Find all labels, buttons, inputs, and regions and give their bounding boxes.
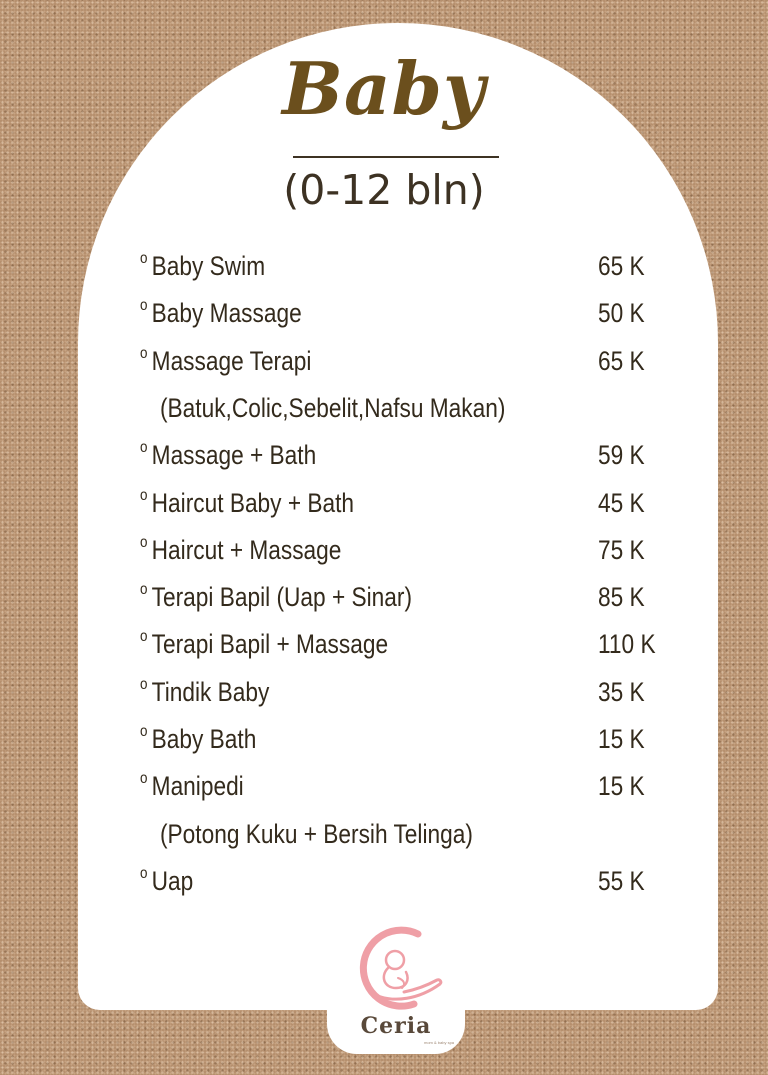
service-name: Baby Bath [151,724,257,754]
service-price: 45 K [598,487,645,518]
bullet-marker: o [140,675,148,693]
menu-item [140,341,311,381]
service-name: Manipedi [151,771,244,802]
menu-item [140,246,265,286]
menu-item [140,672,269,712]
service-name: Haircut + Massage [151,534,342,565]
service-price: 65 K [598,345,645,376]
service-name: Terapi Bapil + Massage [151,629,389,660]
service-price: 110 K [598,629,656,660]
baby-in-hands-icon [348,920,448,1010]
service-price: 55 K [598,865,645,896]
service-price: 75 K [598,534,645,565]
menu-item [140,766,244,806]
bullet-marker: o [140,344,148,362]
bullet-marker: o [140,628,148,646]
brand-name: Ceria [360,1013,432,1039]
page-title: Baby [282,46,486,131]
service-name: Haircut Baby + Bath [151,487,355,518]
bullet-marker: o [140,581,148,599]
menu-item [140,861,193,901]
hand-icon [378,980,441,999]
bullet-marker: o [140,723,148,740]
bullet-marker: o [140,486,148,504]
service-name: Baby Massage [151,298,302,329]
bullet-marker: o [140,439,148,457]
service-name: Baby Swim [151,251,266,281]
bullet-marker: o [140,770,148,788]
bullet-marker: o [140,533,148,551]
service-note: (Batuk,Colic,Sebelit,Nafsu Makan) [160,392,506,423]
menu-item [140,293,302,333]
service-price: 50 K [598,298,645,329]
menu-item [140,577,412,617]
service-price: 65 K [598,251,645,281]
service-name: Terapi Bapil (Uap + Sinar) [151,582,413,613]
menu-item [140,624,388,664]
menu-item [140,435,316,475]
bullet-marker: o [140,864,148,882]
service-note: (Potong Kuku + Bersih Telinga) [160,818,473,849]
baby-head [386,951,404,969]
age-range-subtitle: (0-12 bln) [283,166,485,214]
bullet-marker: o [140,250,148,267]
service-name: Massage + Bath [151,440,317,471]
brand-tagline: mom & baby spa [424,1040,455,1045]
menu-item [140,483,354,523]
bullet-marker: o [140,297,148,315]
service-name: Uap [151,865,194,896]
menu-item [140,530,341,570]
service-price: 35 K [598,676,645,707]
service-price: 15 K [598,771,645,802]
service-price: 59 K [598,440,645,471]
service-price: 15 K [598,724,645,754]
service-price: 85 K [598,582,645,613]
service-name: Tindik Baby [151,676,270,707]
menu-item [140,719,256,759]
service-name: Massage Terapi [151,345,312,376]
